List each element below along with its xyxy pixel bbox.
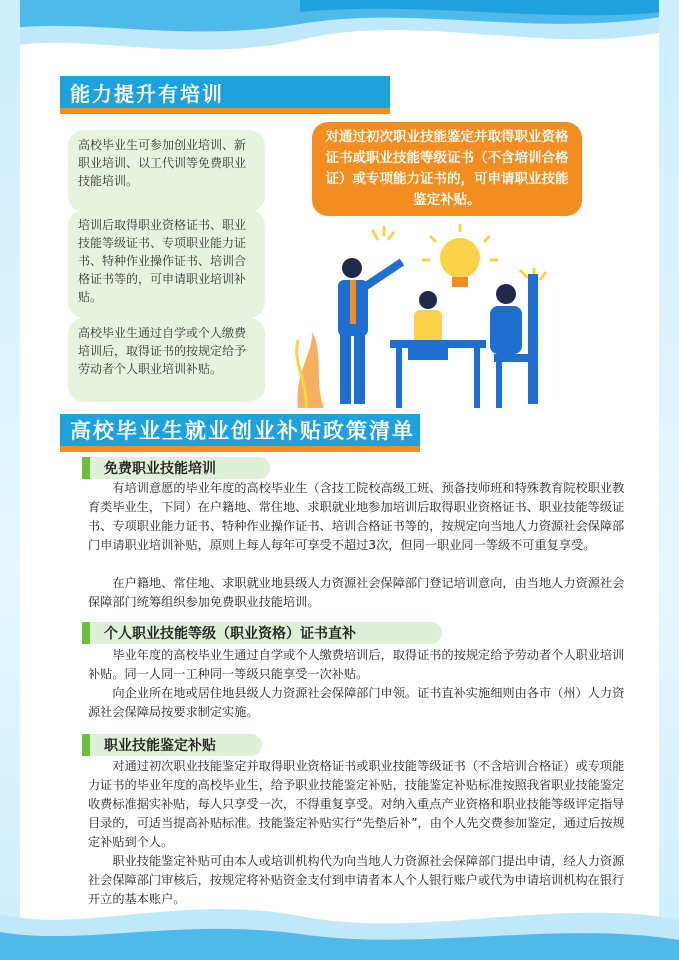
item-heading: 个人职业技能等级（职业资格）证书直补 xyxy=(82,622,442,644)
item-heading: 职业技能鉴定补贴 xyxy=(82,734,262,756)
right-border-decoration xyxy=(659,0,679,960)
lightbulb-icon xyxy=(422,224,498,287)
item-paragraph: 对通过初次职业技能鉴定并取得职业资格证书或职业技能等级证书（不含培训合格证）或专项能力证书的毕业年度的高校毕业生，给予职业技能鉴定补贴，技能鉴定补贴标准按照我省职业技能鉴定收费标准据实补贴，每人只享受一次，不得重复享受。对纳入重点产业资格和职业技能等级评定指导目录的，可适当提高补贴标准。技能鉴定补贴实行“先垫后补”，由个人先交费参加鉴定，通过后按规定补贴到个人。 xyxy=(88,759,625,849)
item-paragraph: 在户籍地、常住地、求职就业地县级人力资源社会保障部门登记培训意向，由当地人力资源社会保障部门统筹组织参加免费职业技能培训。 xyxy=(88,576,625,609)
people-meeting-illustration xyxy=(284,222,584,412)
item-paragraph: 向企业所在地或居住地县级人力资源社会保障部门申领。证书直补实施细则由各市（州）人力资源社会保障局按要求制定实施。 xyxy=(88,686,625,719)
item-paragraph: 职业技能鉴定补贴可由本人或培训机构代为向当地人力资源社会保障部门提出申请，经人力资源社会保障部门审核后，按规定将补贴资金支付到申请者本人个人银行账户或代为申请培训机构在银行开立的基本账户。 xyxy=(88,854,625,906)
left-border-decoration xyxy=(0,0,20,960)
info-box: 高校毕业生可参加创业培训、新职业培训、以工代训等免费职业技能培训。 xyxy=(68,130,265,212)
section-title-band xyxy=(60,414,420,446)
highlight-box: 对通过初次职业技能鉴定并取得职业资格证书或职业技能等级证书（不含培训合格证）或专项能力证书的，可申请职业技能鉴定补贴。 xyxy=(312,122,582,216)
item-paragraph: 毕业年度的高校毕业生通过自学或个人缴费培训后，取得证书的按规定给予劳动者个人职业培训补贴。同一人同一工种同一等级只能享受一次补贴。 xyxy=(88,648,625,681)
top-wave-decoration xyxy=(0,0,679,70)
section-title: 高校毕业生就业创业补贴政策清单 xyxy=(70,419,415,443)
info-box: 高校毕业生通过自学或个人缴费培训后，取得证书的按规定给予劳动者个人职业培训补贴。 xyxy=(68,318,265,402)
info-box: 培训后取得职业资格证书、职业技能等级证书、专项职业能力证书、特种作业操作证书、培训合格证书等的，可申请职业培训补贴。 xyxy=(68,210,265,318)
item-heading: 免费职业技能培训 xyxy=(82,457,270,479)
item-paragraph: 有培训意愿的毕业年度的高校毕业生（含技工院校高级工班、预备技师班和特殊教育院校职业教育类毕业生，下同）在户籍地、常住地、求职就业地参加培训后取得职业资格证书、职业技能等级证书、专项职业能力证书、特种作业操作证书、培训合格证书等的，按规定向当地人力资源社会保障部门申请职业培训补贴，原则上每人每年可享受不超过3次，但同一职业同一等级不可重复享受。 xyxy=(88,481,625,552)
section-title: 能力提升有培训 xyxy=(70,81,224,106)
section-title-band xyxy=(60,76,390,108)
